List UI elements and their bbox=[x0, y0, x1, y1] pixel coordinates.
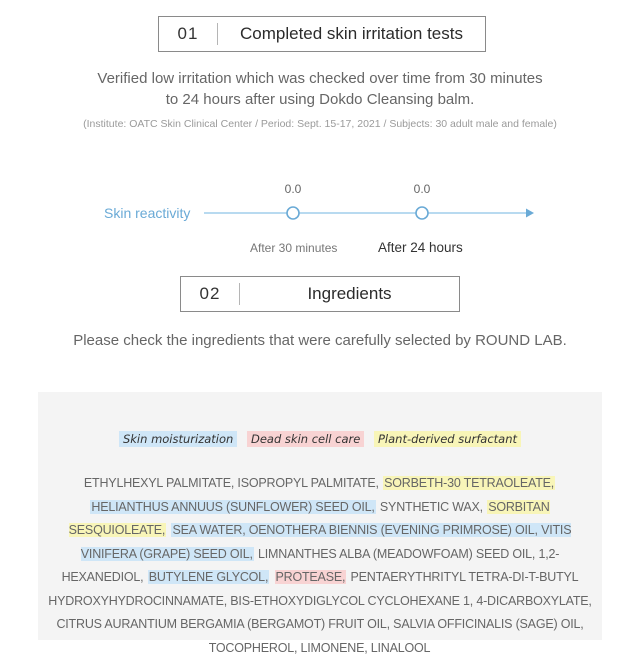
ingredient-highlight-pink: PROTEASE, bbox=[275, 570, 346, 584]
ingredient-highlight-blue: HELIANTHUS ANNUUS (SUNFLOWER) SEED OIL, bbox=[91, 499, 375, 514]
section-number: 02 bbox=[199, 284, 221, 303]
study-note: (Institute: OATC Skin Clinical Center / Period: Sept. 15-17, 2021 / Subjects: 30 adult male and female) bbox=[83, 118, 557, 130]
reactivity-label: Skin reactivity bbox=[104, 205, 191, 221]
ingredients-legend bbox=[0, 432, 640, 446]
timeline-point-24h bbox=[416, 207, 428, 219]
description-line-2: to 24 hours after using Dokdo Cleansing balm. bbox=[165, 91, 475, 108]
value-24h: 0.0 bbox=[413, 182, 431, 196]
section-title: Ingredients bbox=[307, 284, 392, 303]
time-label-30min: After 30 minutes bbox=[250, 241, 338, 255]
ingredient-text bbox=[269, 570, 274, 584]
ingredient-highlight-blue: BUTYLENE GLYCOL, bbox=[148, 570, 269, 584]
section-title: Completed skin irritation tests bbox=[240, 24, 463, 43]
legend-surfactant: Plant-derived surfactant bbox=[374, 431, 521, 447]
ingredient-text: PENTAERYTHRITYL TETRA-DI-T-BUTYL HYDROXYHYDROCINNAMATE, BIS-ETHOXYDIGLYCOL CYCLOHEXANE 1, 4-DICARBOXYLATE, CITRUS AURANTIUM BERGAMIA (BERGAMOT) FRUIT OIL, SALVIA OFFICINALIS (SAGE) OIL, TOCOPHEROL, LIMONENE, LINALOOL bbox=[48, 570, 592, 655]
legend-dead-skin-care: Dead skin cell care bbox=[247, 431, 364, 447]
section-number: 01 bbox=[177, 24, 199, 43]
ingredient-text: LIMNANTHES ALBA (MEADOWFOAM) SEED OIL, 1,2-HEXANEDIOL, bbox=[61, 546, 560, 584]
description-line-1: Verified low irritation which was checked over time from 30 minutes bbox=[97, 70, 543, 87]
timeline-arrow-head bbox=[526, 209, 534, 218]
legend-moisturization: Skin moisturization bbox=[119, 431, 237, 447]
ingredient-highlight-yellow: SORBITAN SESQUIOLEATE, bbox=[68, 499, 550, 537]
reactivity-timeline bbox=[0, 0, 640, 260]
time-label-24h: After 24 hours bbox=[378, 240, 463, 255]
timeline-point-30min bbox=[287, 207, 299, 219]
ingredient-text: ETHYLHEXYL PALMITATE, ISOPROPYL PALMITATE, bbox=[83, 476, 383, 490]
ingredients-list bbox=[44, 472, 596, 660]
value-30min: 0.0 bbox=[284, 182, 302, 196]
ingredients-description: Please check the ingredients that were carefully selected by ROUND LAB. bbox=[73, 332, 567, 349]
ingredient-text bbox=[555, 476, 557, 490]
section-header-ingredients bbox=[180, 276, 460, 312]
ingredient-highlight-blue: SEA WATER, OENOTHERA BIENNIS (EVENING PRIMROSE) OIL, VITIS VINIFERA (GRAPE) SEED OIL, bbox=[80, 523, 572, 561]
ingredient-highlight-yellow: SORBETH-30 TETRAOLEATE, bbox=[384, 476, 555, 490]
ingredient-text: SYNTHETIC WAX, bbox=[376, 499, 487, 514]
